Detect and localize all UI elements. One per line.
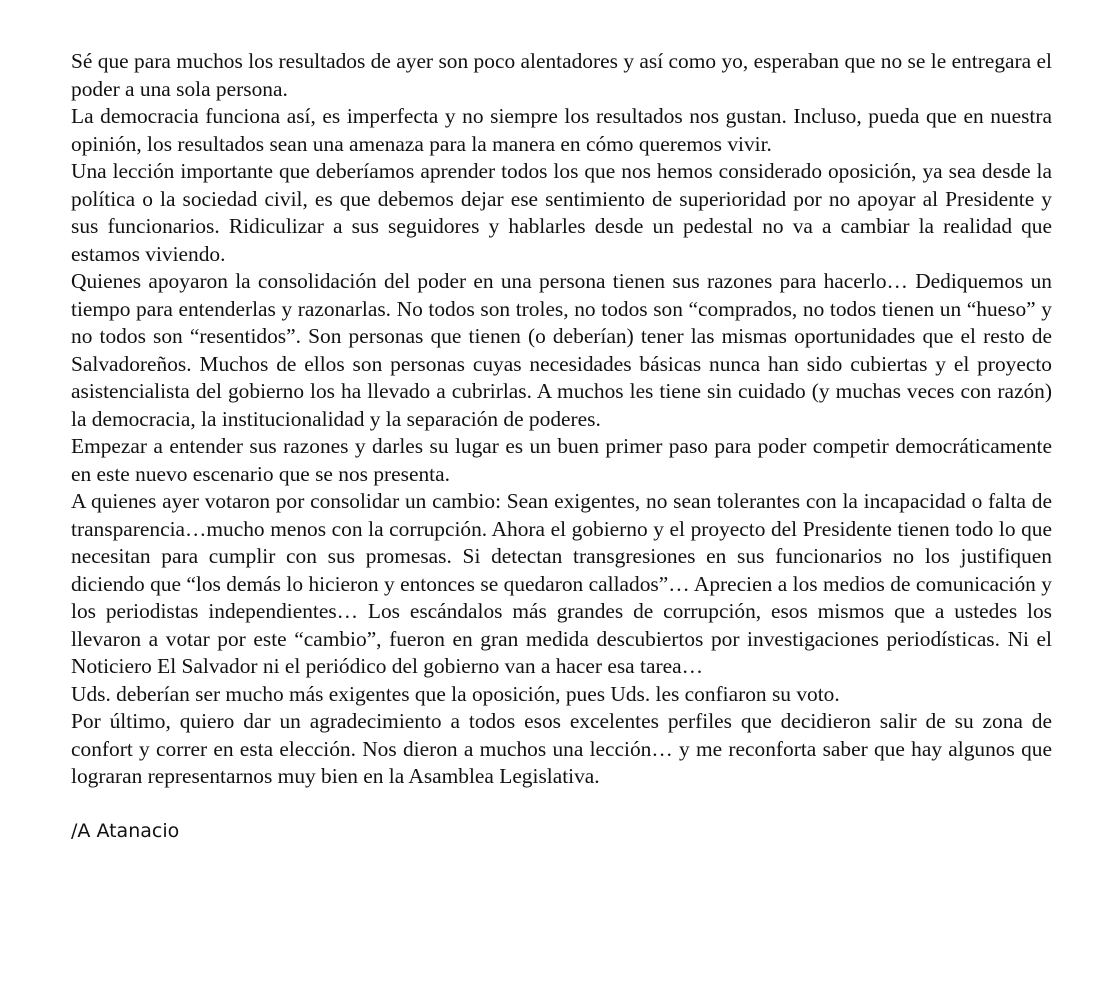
paragraph-gratitude: Por último, quiero dar un agradecimiento a todos esos excelentes perfiles que decidieron salir de su zona de confort y correr en esta elección. Nos dieron a muchos una lección… y me reconforta saber que hay algunos que lograran representarnos muy bien en la Asamblea Legislativa.	[71, 709, 1052, 788]
paragraph-voters-demands: A quienes ayer votaron por consolidar un cambio: Sean exigentes, no sean tolerantes con la incapacidad o falta de transparencia…mucho menos con la corrupción. Ahora el gobierno y el proyecto del Presidente tienen todo lo que necesitan para cumplir con sus promesas. Si detectan transgresiones en sus funcionarios no los justifiquen diciendo que “los demás lo hicieron y entonces se quedaron callados”… Aprecien a los medios de comunicación y los periodistas independientes… Los escándalos más grandes de corrupción, esos mismos que a ustedes los llevaron a votar por este “cambio”, fueron en gran medida descubiertos por investigaciones periodísticas. Ni el Noticiero El Salvador ni el periódico del gobierno van a hacer esa tarea…	[71, 489, 1052, 678]
paragraph-uds: Uds. deberían ser mucho más exigentes que la oposición, pues Uds. les confiaron su voto.	[71, 681, 840, 706]
paragraph-lesson: Una lección importante que deberíamos aprender todos los que nos hemos considerado oposición, ya sea desde la política o la sociedad civil, es que debemos dejar ese sentimiento de superioridad por no apoyar al Presidente y sus funcionarios. Ridiculizar a sus seguidores y hablarles desde un pedestal no va a cambiar la realidad que estamos viviendo.	[71, 159, 1052, 266]
paragraph-results: Sé que para muchos los resultados de ayer son poco alentadores y así como yo, esperaban que no se le entregara el poder a una sola persona.	[71, 49, 1052, 101]
paragraph-understanding: Empezar a entender sus razones y darles su lugar es un buen primer paso para poder competir democráticamente en este nuevo escenario que se nos presenta.	[71, 434, 1052, 486]
signature: /A Atanacio	[71, 819, 180, 842]
document-body	[71, 48, 1052, 845]
paragraph-supporters: Quienes apoyaron la consolidación del poder en una persona tienen sus razones para hacerlo… Dediquemos un tiempo para entenderlas y razonarlas. No todos son troles, no todos son “comprados, no todos tienen un “hueso” y no todos son “resentidos”. Son personas que tienen (o deberían) tener las mismas oportunidades que el resto de Salvadoreños. Muchos de ellos son personas cuyas necesidades básicas nunca han sido cubiertas y el proyecto asistencialista del gobierno los ha llevado a cubrirlas. A muchos les tiene sin cuidado (y muchas veces con razón) la democracia, la institucionalidad y la separación de poderes.	[71, 269, 1052, 431]
paragraph-democracy: La democracia funciona así, es imperfecta y no siempre los resultados nos gustan. Incluso, pueda que en nuestra opinión, los resultados sean una amenaza para la manera en cómo queremos vivir.	[71, 104, 1052, 156]
